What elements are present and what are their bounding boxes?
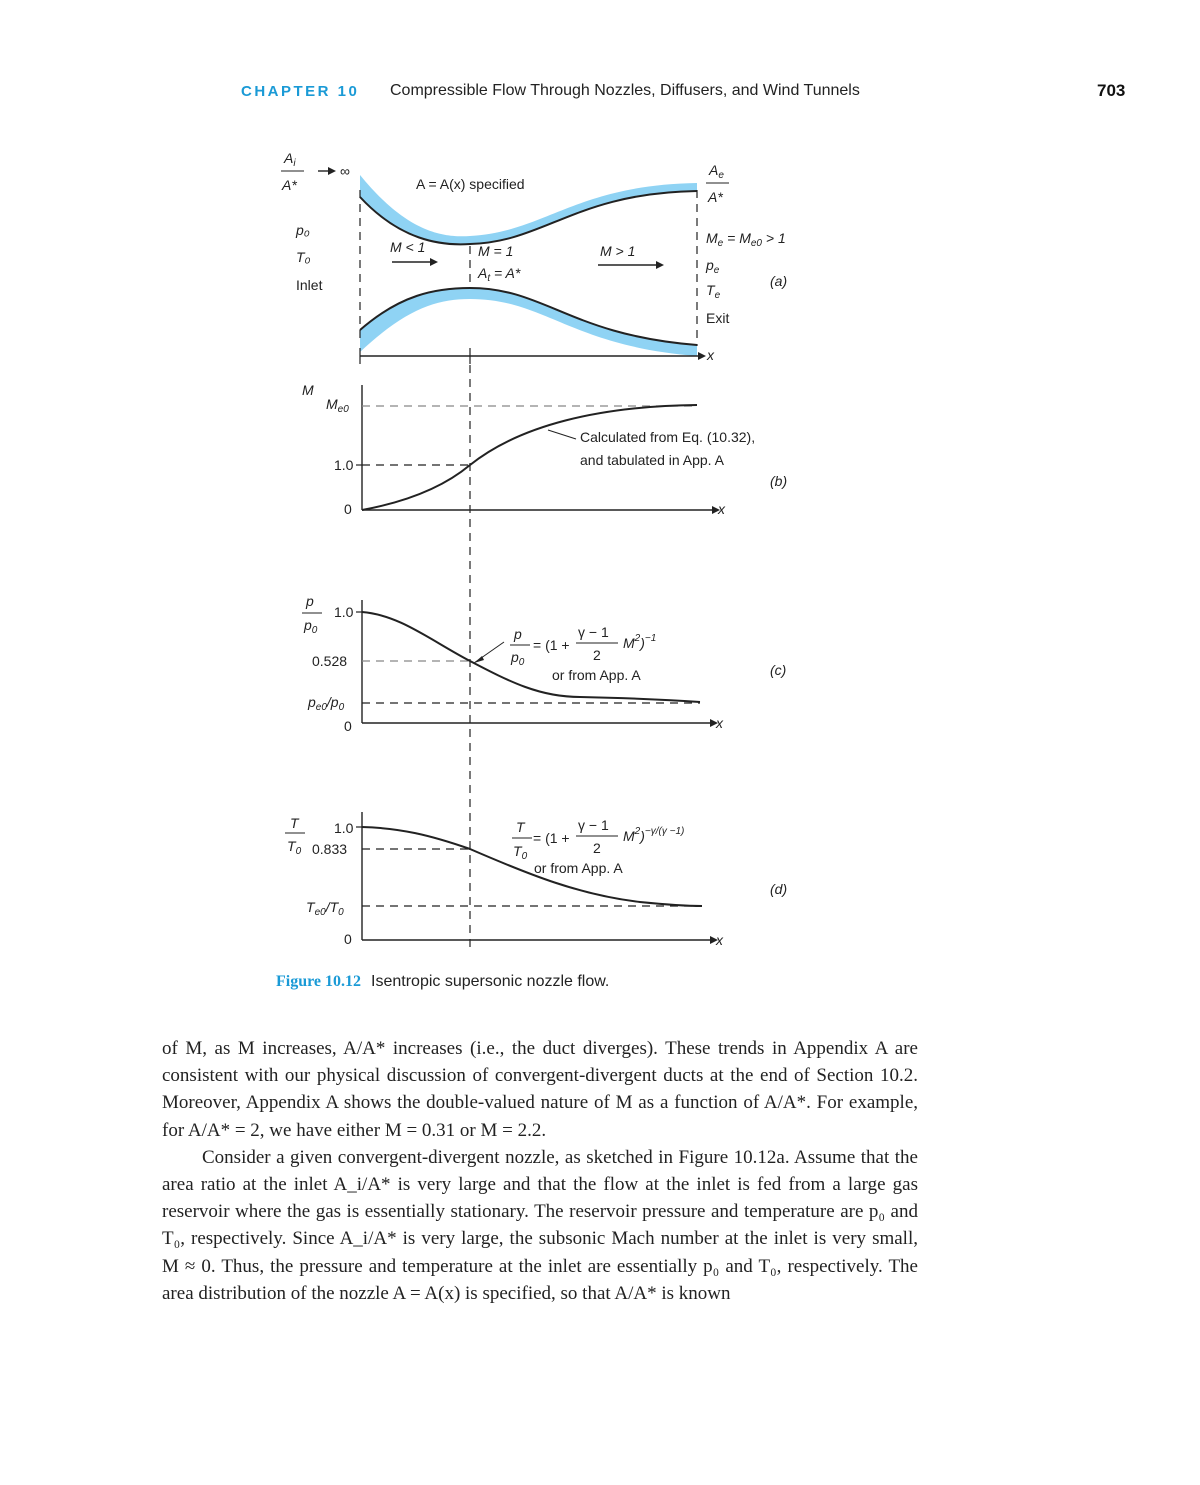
d-equation-rhs: $M^2)^{-\gamma/(\gamma -1)}$ (623, 826, 685, 844)
exit-mach-label: $M_e = M_{e0} > 1$ (706, 230, 786, 249)
svg-text:∞: ∞ (340, 163, 350, 179)
d-tick-te: $T_{e0}/T_0$ (306, 899, 344, 918)
inlet-label: Inlet (296, 277, 323, 293)
svg-text:p0: $p_0$ (511, 649, 525, 668)
d-ylabel-den: $T_0$ (287, 838, 302, 857)
c-tick-pe: $p_{e0}/p_0$ (308, 694, 345, 713)
c-eq-note: or from App. A (552, 667, 641, 683)
area-spec-label: A = A(x) specified (416, 176, 525, 192)
d-eq-note: or from App. A (534, 860, 623, 876)
nozzle-lower-wall (360, 288, 697, 345)
chapter-label: CHAPTER 10 (241, 83, 360, 100)
panel-b-ylabel: M (302, 382, 314, 398)
exit-pe-label: $p_e$ (706, 257, 720, 276)
panel-c-label: (c) (770, 662, 787, 678)
subsonic-arrow-head (430, 258, 438, 266)
temperature-curve (362, 827, 702, 906)
b-tick-1: 1.0 (334, 457, 354, 473)
svg-text:A*: A* (708, 189, 723, 205)
d-tick-1: 1.0 (334, 820, 354, 836)
caption-label: Figure 10.12 (276, 973, 362, 990)
reservoir-p0: p₀ (296, 222, 310, 238)
x-axis-a-label: x (707, 347, 714, 363)
d-frac-den: 2 (593, 840, 601, 856)
reservoir-T0: T₀ (296, 249, 311, 265)
paragraph-2: Consider a given convergent-divergent nozzle, as sketched in Figure 10.12a. Assume that the area ratio at the inlet A_i/A* is very large and that the flow at the inlet is fed from a large gas reservoir where the gas is essentially stationary. The reservoir pressure and temperature are p₀ and T₀, respectively. Since A_i/A* is very large, the subsonic Mach number at the inlet is very small, M ≈ 0. Thus, the pressure and temperature at the inlet are essentially p₀ and T₀, respectively. The area distribution of the nozzle A = A(x) is specified, so that A/A* is known (162, 1146, 918, 1304)
note-leader-b (548, 430, 576, 439)
paragraph-1: of M, as M increases, A/A* increases (i.e., the duct diverges). These trends in Appendix A are consistent with our physical discussion of convergent-divergent ducts at the end of Section 10.2. Moreover, Appendix A shows the double-valued nature of M as a function of A/A*. For example, for A/A* = 2, we have either M = 0.31 or M = 2.2. (162, 1038, 918, 1141)
subsonic-label: M < 1 (390, 239, 426, 255)
panel-c-pressure (302, 593, 786, 734)
svg-text:A*: A* (282, 177, 297, 193)
supersonic-label: M > 1 (600, 243, 636, 259)
d-tick-833: 0.833 (312, 841, 348, 857)
caption-text: Isentropic supersonic nozzle flow. (371, 973, 610, 990)
exit-label: Exit (706, 310, 730, 326)
c-tick-0: 0 (344, 718, 352, 734)
x-axis-b-label: x (718, 501, 725, 517)
panel-a-label: (a) (770, 273, 788, 289)
panel-b-mach (302, 382, 787, 517)
exit-Te-label: $T_e$ (706, 282, 721, 301)
figure-caption (276, 973, 609, 991)
infinity-arrow-head (328, 167, 336, 175)
note-line2: and tabulated in App. A (580, 452, 725, 468)
supersonic-arrow-head (656, 261, 664, 269)
exit-area-ratio-label: $A_e$ (709, 162, 724, 181)
inlet-area-ratio-label: $A_i$ (284, 150, 296, 169)
pressure-curve (362, 612, 700, 702)
panel-a-nozzle (281, 150, 787, 364)
me0-label: $M_{e0}$ (326, 396, 349, 415)
d-frac-num: γ − 1 (578, 817, 609, 833)
note-line1: Calculated from Eq. (10.32), (580, 429, 756, 445)
page-number: 703 (1097, 81, 1126, 100)
svg-text:T0: $T_0$ (513, 843, 528, 862)
x-axis-d-label: x (716, 932, 723, 948)
c-frac-den: 2 (593, 647, 601, 663)
c-ylabel-den: $p_0$ (304, 617, 318, 636)
body-text (162, 1035, 918, 1307)
b-tick-0: 0 (344, 501, 352, 517)
throat-mach-label: M = 1 (478, 243, 514, 259)
c-tick-528: 0.528 (312, 653, 348, 669)
c-tick-1: 1.0 (334, 604, 354, 620)
x-axis-a-arrow (698, 352, 706, 360)
svg-text:p: p (514, 626, 522, 642)
d-tick-0: 0 (344, 931, 352, 947)
c-equation-rhs: $M^2)^{-1}$ (623, 633, 657, 651)
d-ylabel-num: T (290, 815, 299, 831)
nozzle-upper-wall (360, 191, 697, 244)
x-axis-c-label: x (716, 715, 723, 731)
panel-b-label: (b) (770, 473, 788, 489)
d-equation-paren: = (1 + (533, 830, 570, 846)
chapter-title: Compressible Flow Through Nozzles, Diffusers, and Wind Tunnels (390, 82, 860, 99)
c-equation-paren: = (1 + (533, 637, 570, 653)
c-ylabel-num: p (306, 593, 314, 609)
throat-area-label: $A_t = A*$ (478, 265, 521, 284)
svg-text:T: T (516, 819, 525, 835)
panel-d-label: (d) (770, 881, 788, 897)
panel-d-temperature (285, 812, 787, 948)
c-frac-num: γ − 1 (578, 624, 609, 640)
